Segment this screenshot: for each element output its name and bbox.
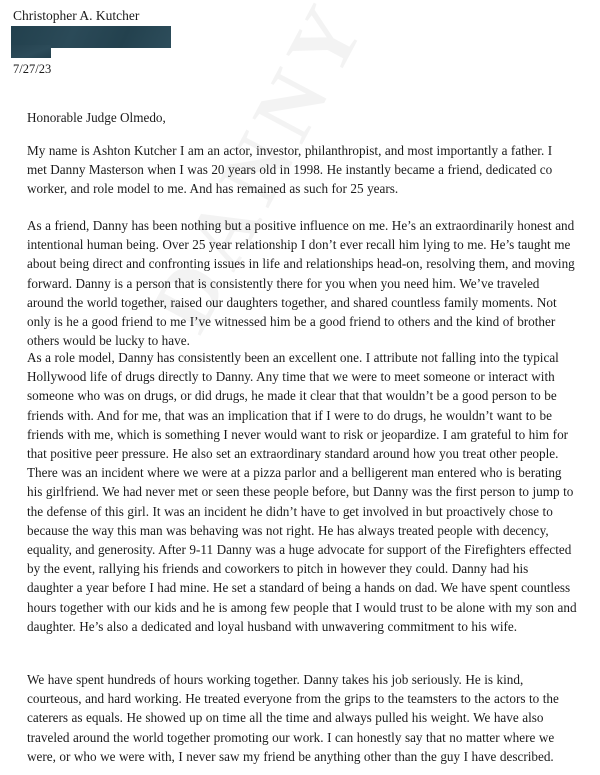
sender-name: Christopher A. Kutcher	[13, 8, 140, 23]
letter-paragraph-1: My name is Ashton Kutcher I am an actor, investor, philanthropist, and most importantly a father. I met Danny Masterson when I was 20 years old in 1998. He instantly became a friend, dedicated co worker, and role model to me. And has remained as such for 25 years.	[27, 143, 553, 197]
letter-paragraph-4: We have spent hundreds of hours working together. Danny takes his job seriously. He is kind, courteous, and hard working. He treated everyone from the grips to the teamsters to the actors to the caterers as equals. He showed up on time all the time and always pulled his weight. We have also traveled around the world together promoting our work. I can honestly say that no matter where we were, or who we were with, I never saw my friend be anything other than the guy I have described.	[27, 672, 559, 764]
letter-paragraph-2: As a friend, Danny has been nothing but a positive influence on me. He’s an extraordinarily honest and intentional human being. Over 25 year relationship I don’t ever recall him lying to me. He’s taught me about being direct and confronting issues in life and relationships head-on, resolving them, and moving forward. Danny is a person that is consistently there for you when you need him. We’ve traveled around the world together, raised our daughters together, and shared countless family moments. Not only is he a good friend to me I’ve witnessed him be a good friend to others and the kind of brother others would be lucky to have.	[27, 218, 575, 349]
redaction-block-address-line-2	[11, 45, 51, 58]
salutation: Honorable Judge Olmedo,	[27, 110, 166, 125]
letter-date: 7/27/23	[13, 62, 52, 76]
letter-paragraph-3: As a role model, Danny has consistently been an excellent one. I attribute not falling into the typical Hollywood life of drugs directly to Danny. Any time that we were to meet someone or interact with someone who was on drugs, or did drugs, he made it clear that that wouldn’t be a good person to be friends with. And for me, that was an implication that if I were to do drugs, he wouldn’t want to be friends with me, which is something I never would want to risk or jeopardize. I am grateful to him for that positive peer pressure. He also set an extraordinary standard around how you treat other people. There was an incident where we were at a pizza parlor and a belligerent man entered who is berating his girlfriend. We had never met or seen these people before, but Danny was the first person to jump to the defense of this girl. It was an incident he didn’t have to get involved in but proactively chose to because the way this man was behaving was not right. He has always treated people with decency, equality, and generosity. After 9-11 Danny was a huge advocate for support of the Firefighters effected by the event, rallying his friends and coworkers to pitch in however they could. Danny had his daughter a year before I had mine. He set a standard of being a hands on dad. We have spent countless hours together with our kids and he is among few people that I would trust to be alone with my son and daughter. He’s also a dedicated and loyal husband with unwavering commitment to his wife.	[27, 350, 577, 634]
